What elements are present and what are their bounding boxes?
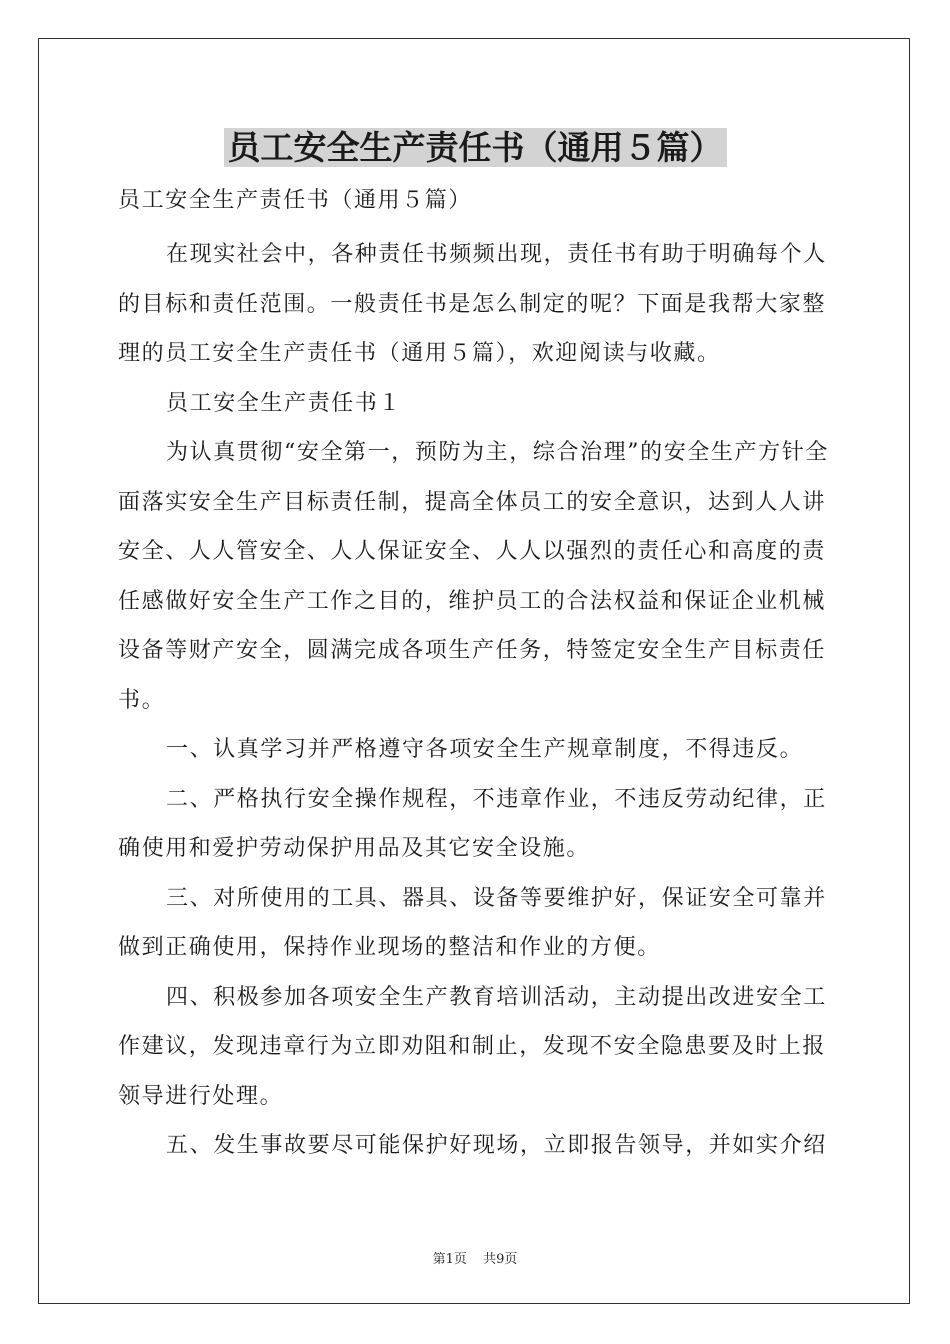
page-number-total: 共9页	[483, 1252, 518, 1267]
paragraph-section-heading: 员工安全生产责任书１	[166, 390, 403, 416]
document-title-text: 员工安全生产责任书（通用５篇）	[224, 128, 727, 167]
paragraph-item-1: 一、认真学习并严格遵守各项安全生产规章制度，不得违反。	[166, 737, 804, 762]
paragraph-item-2: 二、严格执行安全操作规程，不违章作业，不违反劳动纪律，正确使用和爱护劳动保护用品及其它安全设施。	[118, 786, 827, 861]
document-subtitle: 员工安全生产责任书（通用５篇）	[118, 188, 473, 213]
page-number-current: 第1页	[432, 1252, 467, 1267]
paragraph-item-4: 四、积极参加各项安全生产教育培训活动，主动提出改进安全工作建议，发现违章行为立即劝阻和制止，发现不安全隐患要及时上报领导进行处理。	[118, 984, 827, 1109]
page-footer	[0, 1248, 950, 1267]
paragraph-intro: 在现实社会中，各种责任书频频出现，责任书有助于明确每个人的目标和责任范围。一般责任书是怎么制定的呢？下面是我帮大家整理的员工安全生产责任书（通用５篇），欢迎阅读与收藏。	[118, 242, 827, 366]
paragraph-preamble: 为认真贯彻“安全第一，预防为主，综合治理”的安全生产方针全面落实安全生产目标责任制，提高全体员工的安全意识，达到人人讲安全、人人管安全、人人保证安全、人人以强烈的责任心和高度的责任感做好安全生产工作之目的，维护员工的合法权益和保证企业机械设备等财产安全，圆满完成各项生产任务，特签定安全生产目标责任书。	[118, 440, 829, 713]
document-body	[118, 181, 834, 1171]
paragraph-item-5: 五、发生事故要尽可能保护好现场，立即报告领导，并如实介绍	[166, 1133, 827, 1158]
paragraph-item-3: 三、对所使用的工具、器具、设备等要维护好，保证安全可靠并做到正确使用，保持作业现场的整洁和作业的方便。	[118, 885, 827, 960]
document-title	[0, 128, 950, 168]
